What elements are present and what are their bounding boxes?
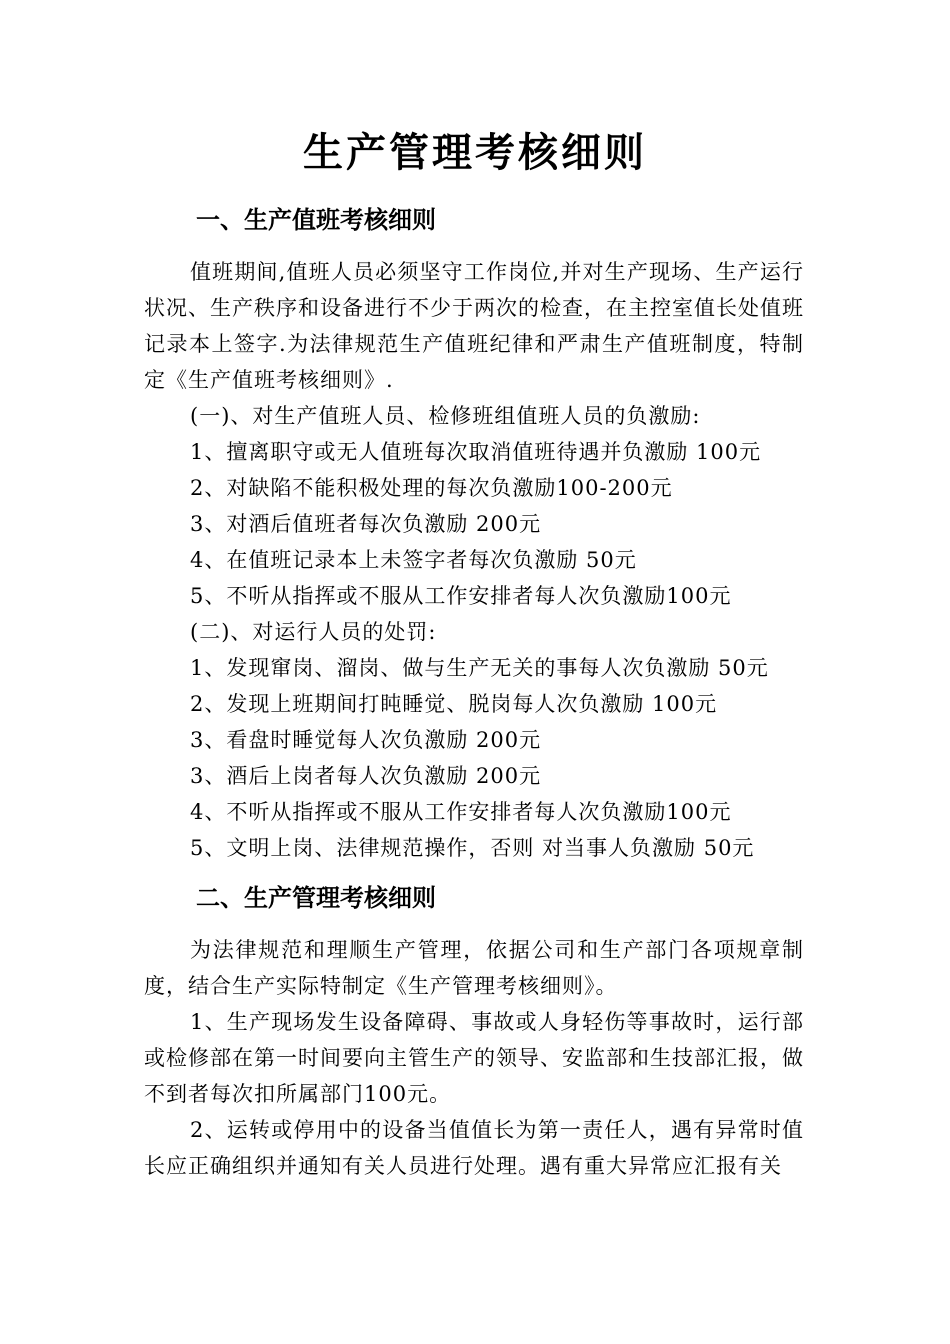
section-2-intro: 为法律规范和理顺生产管理，依据公司和生产部门各项规章制度，结合生产实际特制定《生产管理考核细则》。 xyxy=(144,938,804,998)
list-item: 4、在值班记录本上未签字者每次负激励 50元 xyxy=(190,548,637,572)
list-item: 4、不听从指挥或不服从工作安排者每人次负激励100元 xyxy=(190,800,732,824)
document-title: 生产管理考核细则 xyxy=(303,130,647,176)
list-item: 5、不听从指挥或不服从工作安排者每人次负激励100元 xyxy=(190,584,732,608)
section-1-intro: 值班期间,值班人员必须坚守工作岗位,并对生产现场、生产运行状况、生产秩序和设备进行不少于两次的检查，在主控室值长处值班记录本上签字.为法律规范生产值班纪律和严肃生产值班制度，特制定《生产值班考核细则》. xyxy=(144,260,804,392)
list-item: 3、对酒后值班者每次负激励 200元 xyxy=(190,512,542,536)
section-2-item-1: 1、生产现场发生设备障碍、事故或人身轻伤等事故时，运行部或检修部在第一时间要向主管生产的领导、安监部和生技部汇报，做不到者每次扣所属部门100元。 xyxy=(144,1010,804,1106)
subsection-1-heading: (一)、对生产值班人员、检修班组值班人员的负激励: xyxy=(190,404,701,428)
list-item: 2、发现上班期间打盹睡觉、脱岗每人次负激励 100元 xyxy=(190,692,718,716)
list-item: 1、发现窜岗、溜岗、做与生产无关的事每人次负激励 50元 xyxy=(190,656,769,680)
list-item: 1、擅离职守或无人值班每次取消值班待遇并负激励 100元 xyxy=(190,440,762,464)
subsection-2-heading: (二)、对运行人员的处罚: xyxy=(190,620,437,644)
section-1-heading: 一、生产值班考核细则 xyxy=(196,206,436,234)
list-item: 2、对缺陷不能积极处理的每次负激励100-200元 xyxy=(190,476,673,500)
section-2-heading: 二、生产管理考核细则 xyxy=(196,884,436,912)
list-item: 5、文明上岗、法律规范操作，否则 对当事人负激励 50元 xyxy=(190,836,755,860)
list-item: 3、看盘时睡觉每人次负激励 200元 xyxy=(190,728,542,752)
section-2-item-2: 2、运转或停用中的设备当值值长为第一责任人，遇有异常时值长应正确组织并通知有关人员进行处理。遇有重大异常应汇报有关 xyxy=(144,1118,804,1178)
list-item: 3、酒后上岗者每人次负激励 200元 xyxy=(190,764,542,788)
